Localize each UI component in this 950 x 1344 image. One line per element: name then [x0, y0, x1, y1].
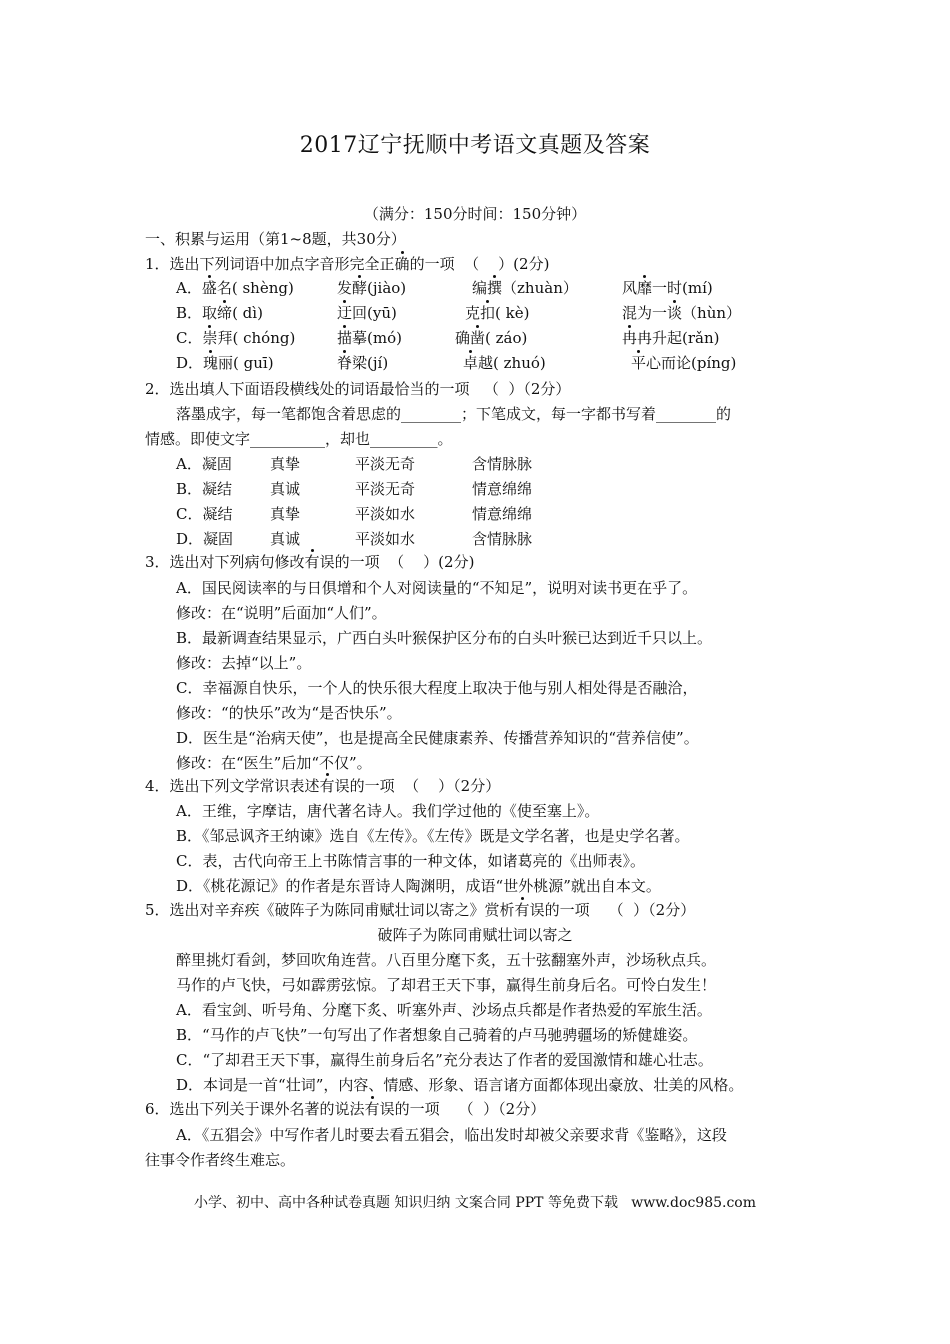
emphasis-char: 盛: [201, 279, 217, 297]
q5-option-a: A．看宝剑、听号角、分麾下炙、听塞外声、沙场点兵都是作者热爱的军旅生活。: [176, 1001, 712, 1019]
q2-option-c-3: 平淡如水: [355, 505, 416, 523]
q6-option-a-line1: A．《五猖会》中写作者儿时要去看五猖会，临出发时却被父亲要求背《鉴略》，这段: [176, 1126, 727, 1144]
question-3-stem: [145, 551, 474, 573]
word-part: 回(yū): [352, 304, 397, 322]
stem-part: 误的一项 （ ）（2分）: [529, 901, 696, 919]
q3-option-b-fix: 修改：去掉“以上”。: [176, 654, 312, 672]
word-part: 取: [202, 304, 218, 322]
q2-option-b-4: 情意绵绵: [472, 480, 533, 498]
word-part: 发: [337, 279, 353, 297]
q3-option-a-fix: 修改：在“说明”后面加“人们”。: [176, 604, 387, 622]
q2-option-d-1: D．凝固: [176, 530, 234, 548]
q2-option-c-1: C．凝结: [176, 505, 233, 523]
word-part: 一时(mí): [652, 279, 713, 297]
emphasis-char: 卓: [463, 354, 479, 372]
stem-part: 误的一项 （ ）(2分): [319, 553, 475, 571]
q2-option-d-3: 平淡如水: [355, 530, 416, 548]
emphasis-char: 有: [319, 777, 335, 795]
page-title: 2017辽宁抚顺中考语文真题及答案: [299, 133, 651, 158]
q4-option-c: C．表，古代向帝王上书陈情言事的一种文体，如诸葛亮的《出师表》。: [176, 852, 645, 870]
poem-title: 破阵子为陈同甫赋壮词以寄之: [377, 926, 573, 944]
q2-option-b-3: 平淡无奇: [355, 480, 416, 498]
poem-line-2: 马作的卢飞快，弓如霹雳弦惊。了却君王天下事，赢得生前身后名。可怜白发生！: [176, 976, 717, 994]
emphasis-char: 靡: [637, 279, 653, 297]
word-part: 克: [465, 304, 481, 322]
word-part: ( dì): [232, 304, 263, 322]
q3-option-d-fix: 修改：在“医生”后加“不仅”。: [176, 754, 372, 772]
q6-option-a-line2: 往事令作者终生难忘。: [145, 1151, 296, 1169]
option-key: D．: [176, 354, 204, 372]
option-key: C．: [176, 329, 203, 347]
stem-part: 4．选出下列文学常识表述: [145, 777, 320, 795]
emphasis-char: 冉: [622, 329, 638, 347]
q2-option-b-2: 真诚: [270, 480, 301, 498]
q5-option-d: D．本词是一首“壮词”，内容、情感、形象、语言诸方面都体现出豪放、壮美的风格。: [176, 1076, 744, 1094]
word-part: ( kè): [495, 304, 530, 322]
question-2-stem: 2．选出填人下面语段横线处的词语最恰当的一项 （ ）（2分）: [145, 380, 571, 398]
q2-option-c-2: 真挚: [270, 505, 301, 523]
q2-option-a-2: 真挚: [270, 455, 301, 473]
q1-option-d-word4: [631, 352, 736, 374]
emphasis-char: 迂: [337, 304, 353, 322]
word-part: ( záo): [485, 329, 528, 347]
q3-option-d: D．医生是“治病天使”，也是提高全民健康素养、传播营养知识的“营养信使”。: [176, 729, 699, 747]
question-5-stem: [145, 899, 695, 921]
q3-option-c: C．幸福源自快乐，一个人的快乐很大程度上取决于他与别人相处得是否融洽，: [176, 679, 698, 697]
q2-option-c-4: 情意绵绵: [472, 505, 533, 523]
word-part: 混为一: [622, 304, 668, 322]
word-part: 名( shèng): [216, 279, 294, 297]
q2-option-d-4: 含情脉脉: [472, 530, 533, 548]
emphasis-char: 谈: [667, 304, 683, 322]
q2-option-d-2: 真诚: [270, 530, 301, 548]
emphasis-char: 瑰: [203, 354, 219, 372]
word-part: 梁(jí): [352, 354, 389, 372]
emphasis-char: 崇: [202, 329, 218, 347]
emphasis-char: 酵: [352, 279, 368, 297]
page-footer: 小学、初中、高中各种试卷真题 知识归纳 文案合同 PPT 等免费下载 www.doc985.com: [193, 1195, 756, 1211]
word-part: 编: [472, 279, 488, 297]
word-part: （zhuàn）: [502, 279, 578, 297]
stem-part: 误的一项 （ ）（2分）: [334, 777, 501, 795]
q2-option-a-3: 平淡无奇: [355, 455, 416, 473]
exam-meta: （满分：150分时间：150分钟）: [363, 205, 587, 223]
emphasis-char: 有: [364, 1100, 380, 1118]
q4-option-a: A．王维，字摩诘，唐代著名诗人。我们学过他的《使至塞上》。: [176, 802, 600, 820]
q5-option-b: B．“马作的卢飞快”一句写出了作者想象自己骑着的卢马驰骋疆场的矫健雄姿。: [176, 1026, 698, 1044]
word-part: 风: [622, 279, 638, 297]
word-part: 心而论(píng): [646, 354, 737, 372]
word-part: 拜( chóng): [217, 329, 296, 347]
word-part: 摹(mó): [352, 329, 402, 347]
option-key: A．: [176, 279, 202, 297]
emphasis-char: 扣: [480, 304, 496, 322]
q1-option-b-word4: [622, 302, 741, 324]
emphasis-char: 平: [631, 354, 647, 372]
q5-option-c: C．“了却君王天下事，赢得生前身后名”充分表达了作者的爱国激情和雄心壮志。: [176, 1051, 713, 1069]
emphasis-char: 确: [394, 255, 410, 273]
q1-option-a-word3: [472, 277, 578, 299]
emphasis-char: 描: [337, 329, 353, 347]
stem-part: 3．选出对下列病句修改: [145, 553, 305, 571]
q2-option-a-1: A．凝固: [176, 455, 232, 473]
q3-option-a: A．国民阅读率的与日俱增和个人对阅读量的“不知足”，说明对读书更在乎了。: [176, 579, 698, 597]
q1-option-a-word2: [337, 277, 406, 299]
q1-option-c-word4: [622, 327, 720, 349]
emphasis-char: 有: [514, 901, 530, 919]
emphasis-char: 缔: [217, 304, 233, 322]
emphasis-char: 有: [304, 553, 320, 571]
q4-option-d: D．《桃花源记》的作者是东晋诗人陶渊明，成语“世外桃源”就出自本文。: [176, 877, 661, 895]
poem-line-1: 醉里挑灯看剑，梦回吹角连营。八百里分麾下炙，五十弦翻塞外声，沙场秋点兵。: [176, 951, 717, 969]
question-6-stem: [145, 1098, 545, 1120]
stem-part: 的一项 （ ）(2分): [409, 255, 550, 273]
word-part: (jiào): [367, 279, 407, 297]
q2-option-a-4: 含情脉脉: [472, 455, 533, 473]
stem-part: 1．选出下列词语中加点字音形完全正: [145, 255, 395, 273]
q1-option-b-word3: [465, 302, 529, 324]
emphasis-char: 脊: [337, 354, 353, 372]
q2-passage-line1: 落墨成字，每一笔都饱含着思虑的________；下笔成文，每一字都书写着________的: [176, 405, 732, 423]
q2-option-b-1: B．凝结: [176, 480, 233, 498]
q1-option-c: [176, 327, 295, 349]
section-heading: 一、积累与运用（第1~8题，共30分）: [145, 230, 406, 248]
emphasis-char: 撰: [487, 279, 503, 297]
q1-option-d-word3: [463, 352, 546, 374]
question-1-stem: [145, 253, 549, 275]
emphasis-char: 凿: [470, 329, 486, 347]
word-part: （hùn）: [682, 304, 742, 322]
q2-passage-line2: 情感。即使文字__________，却也_________。: [145, 430, 453, 448]
q1-option-a-word4: [622, 277, 713, 299]
q1-option-b-word2: [337, 302, 397, 324]
q4-option-b: B．《邹忌讽齐王纳谏》选自《左传》。《左传》既是文学名著，也是史学名著。: [176, 827, 690, 845]
stem-part: 误的一项 （ ）（2分）: [379, 1100, 546, 1118]
q1-option-c-word2: [337, 327, 402, 349]
q1-option-a: [176, 277, 294, 299]
q1-option-d-word2: [337, 352, 388, 374]
question-4-stem: [145, 775, 500, 797]
stem-part: 5．选出对辛弃疾《破阵子为陈同甫赋壮词以寄之》赏析: [145, 901, 515, 919]
word-part: 确: [455, 329, 471, 347]
option-key: B．: [176, 304, 203, 322]
word-part: 冉升起(rǎn): [637, 329, 720, 347]
word-part: 越( zhuó): [478, 354, 546, 372]
q1-option-c-word3: [455, 327, 527, 349]
q3-option-c-fix: 修改：“的快乐”改为“是否快乐”。: [176, 704, 402, 722]
stem-part: 6．选出下列关于课外名著的说法: [145, 1100, 365, 1118]
q1-option-d: [176, 352, 274, 374]
q3-option-b: B．最新调查结果显示，广西白头叶猴保护区分布的白头叶猴已达到近千只以上。: [176, 629, 713, 647]
word-part: 丽( guī): [218, 354, 274, 372]
q1-option-b: [176, 302, 263, 324]
